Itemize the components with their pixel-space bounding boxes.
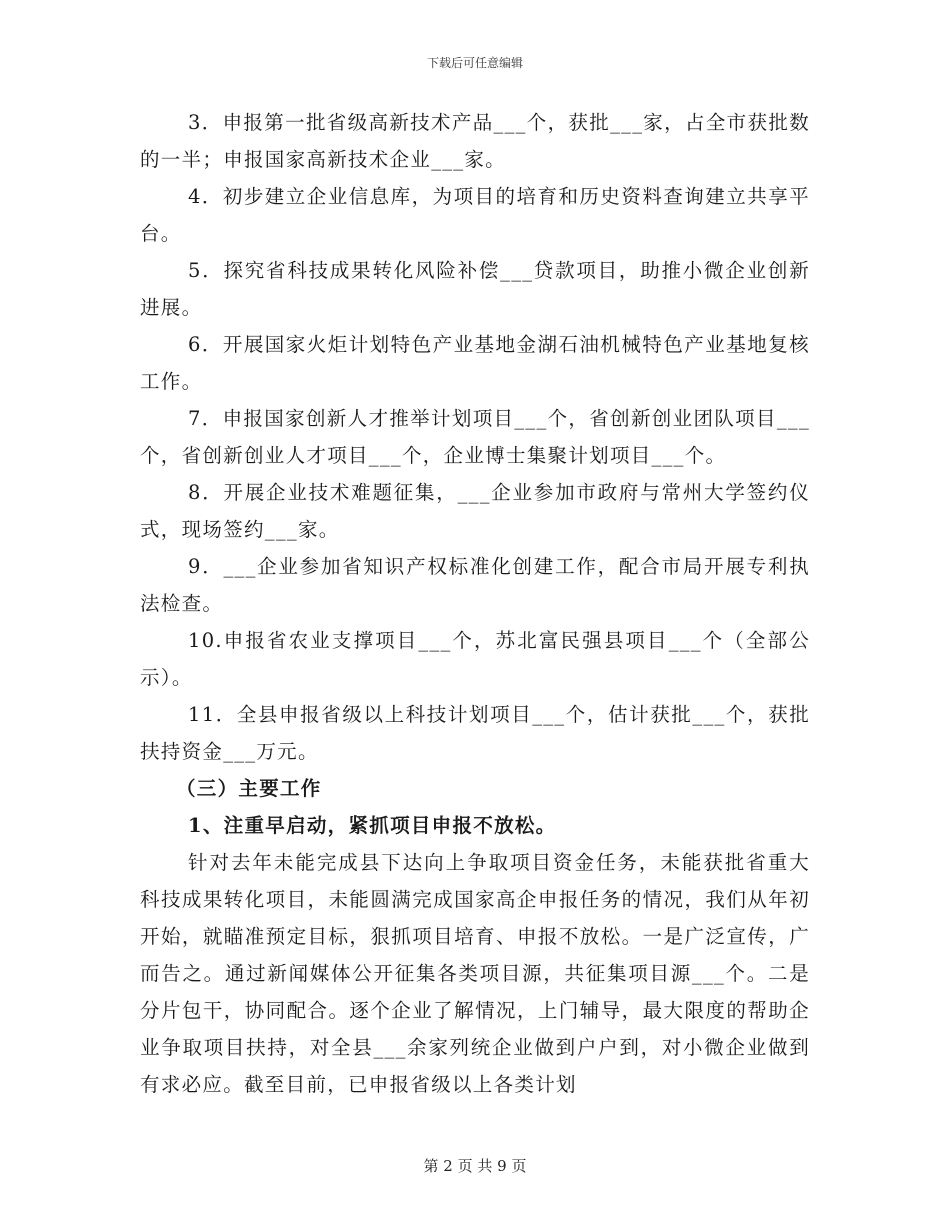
list-item: 3．申报第一批省级高新技术产品___个，获批___家，占全市获批数的一半；申报国家高新技术企业___家。 xyxy=(140,111,810,171)
list-item: 8．开展企业技术难题征集，___企业参加市政府与常州大学签约仪式，现场签约___家。 xyxy=(140,481,810,541)
list-item: 6．开展国家火炬计划特色产业基地金湖石油机械特色产业基地复核工作。 xyxy=(140,333,810,393)
list-item: 10.申报省农业支撑项目___个，苏北富民强县项目___个（全部公示）。 xyxy=(140,629,810,689)
list-item: 4．初步建立企业信息库，为项目的培育和历史资料查询建立共享平台。 xyxy=(140,185,810,245)
list-item: 9．___企业参加省知识产权标准化创建工作，配合市局开展专利执法检查。 xyxy=(140,555,810,615)
sub-heading: 1、注重早启动，紧抓项目申报不放松。 xyxy=(188,814,557,837)
list-item: 11．全县申报省级以上科技计划项目___个，估计获批___个，获批扶持资金___万元。 xyxy=(140,703,810,763)
page-number: 第 2 页 共 9 页 xyxy=(423,1157,527,1175)
list-item: 7．申报国家创新人才推举计划项目___个，省创新创业团队项目___个，省创新创业人才项目___个，企业博士集聚计划项目___个。 xyxy=(140,407,810,467)
list-item: 5．探究省科技成果转化风险补偿___贷款项目，助推小微企业创新进展。 xyxy=(140,259,810,319)
document-body xyxy=(140,104,810,1103)
body-paragraph: 针对去年未能完成县下达向上争取项目资金任务，未能获批省重大科技成果转化项目，未能圆满完成国家高企申报任务的情况，我们从年初开始，就瞄准预定目标，狠抓项目培育、申报不放松。一是广泛宣传，广而告之。通过新闻媒体公开征集各类项目源，共征集项目源___个。二是分片包干，协同配合。逐个企业了解情况，上门辅导，最大限度的帮助企业争取项目扶持，对全县___余家列统企业做到户户到，对小微企业做到有求必应。截至目前，已申报省级以上各类计划 xyxy=(140,851,810,1096)
page-header: 下载后可任意编辑 xyxy=(426,56,523,70)
section-heading: （三）主要工作 xyxy=(176,777,322,800)
